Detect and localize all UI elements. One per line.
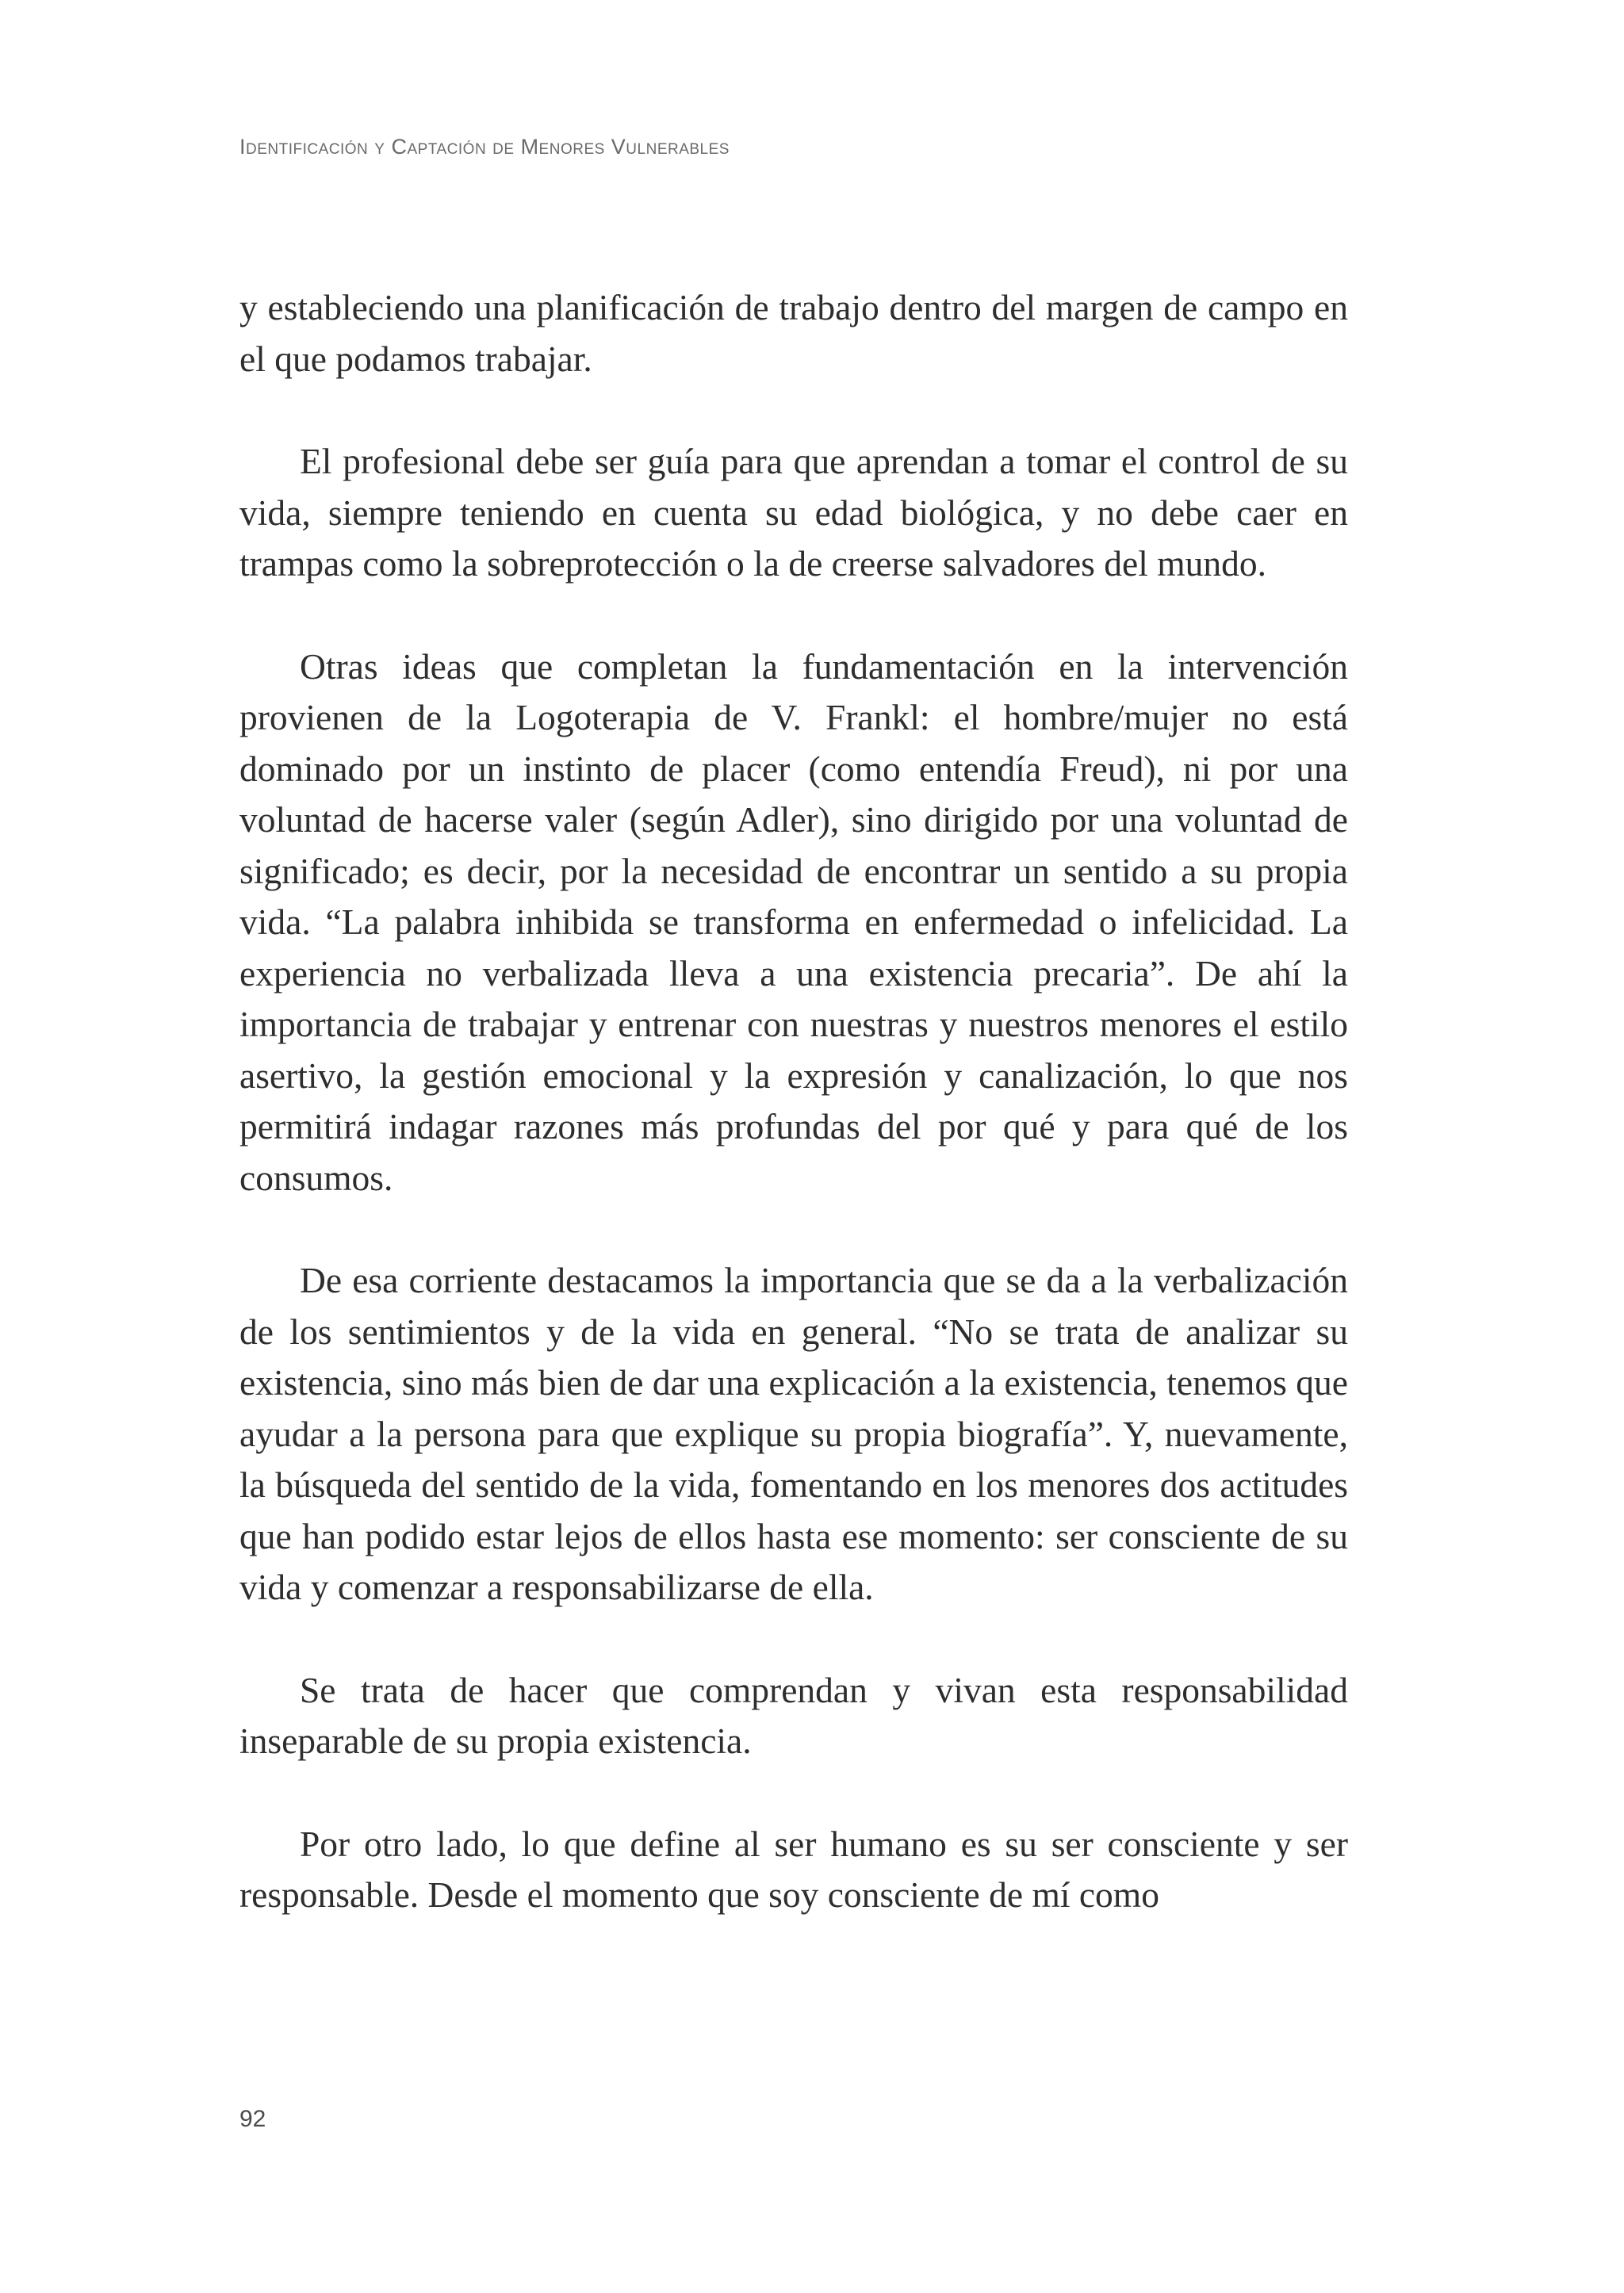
body-text xyxy=(239,282,1348,1973)
paragraph-4: De esa corriente destacamos la importancia que se da a la verbalización de los sentimientos y de la vida en general. “No se trata de analizar su existencia, sino más bien de dar una explicación a la existencia, tenemos que ayudar a la persona para que explique su propia biografía”. Y, nuevamente, la búsqueda del sentido de la vida, fomentando en los menores dos actitudes que han podido estar lejos de ellos hasta ese momento: ser consciente de su vida y comenzar a responsabilizarse de ella. xyxy=(239,1260,1348,1607)
running-header: Identificación y Captación de Menores Vulnerables xyxy=(239,135,730,159)
paragraph-3: Otras ideas que completan la fundamentación en la intervención provienen de la Logoterapia de V. Frankl: el hombre/mujer no está dominado por un instinto de placer (como entendía Freud), ni por una voluntad de hacerse valer (según Adler), sino dirigido por una voluntad de significado; es decir, por la necesidad de encontrar un sentido a su propia vida. “La palabra inhibida se transforma en enfermedad o infelicidad. La experiencia no verbalizada lleva a una existencia precaria”. De ahí la importancia de trabajar y entrenar con nuestras y nuestros menores el estilo asertivo, la gestión emocional y la expresión y canalización, lo que nos permitirá indagar razones más profundas del por qué y para qué de los consumos. xyxy=(239,645,1348,1198)
paragraph-6: Por otro lado, lo que define al ser humano es su ser consciente y ser responsable. Desde el momento que soy consciente de mí como xyxy=(239,1823,1348,1915)
page-number: 92 xyxy=(239,2106,266,2132)
paragraph-2: El profesional debe ser guía para que aprendan a tomar el control de su vida, siempre teniendo en cuenta su edad biológica, y no debe caer en trampas como la sobreprotección o la de creerse salvadores del mundo. xyxy=(239,441,1348,584)
paragraph-5: Se trata de hacer que comprendan y vivan esta responsabilidad inseparable de su propia existencia. xyxy=(239,1669,1348,1761)
paragraph-1: y estableciendo una planificación de trabajo dentro del margen de campo en el que podamos trabajar. xyxy=(239,287,1348,379)
